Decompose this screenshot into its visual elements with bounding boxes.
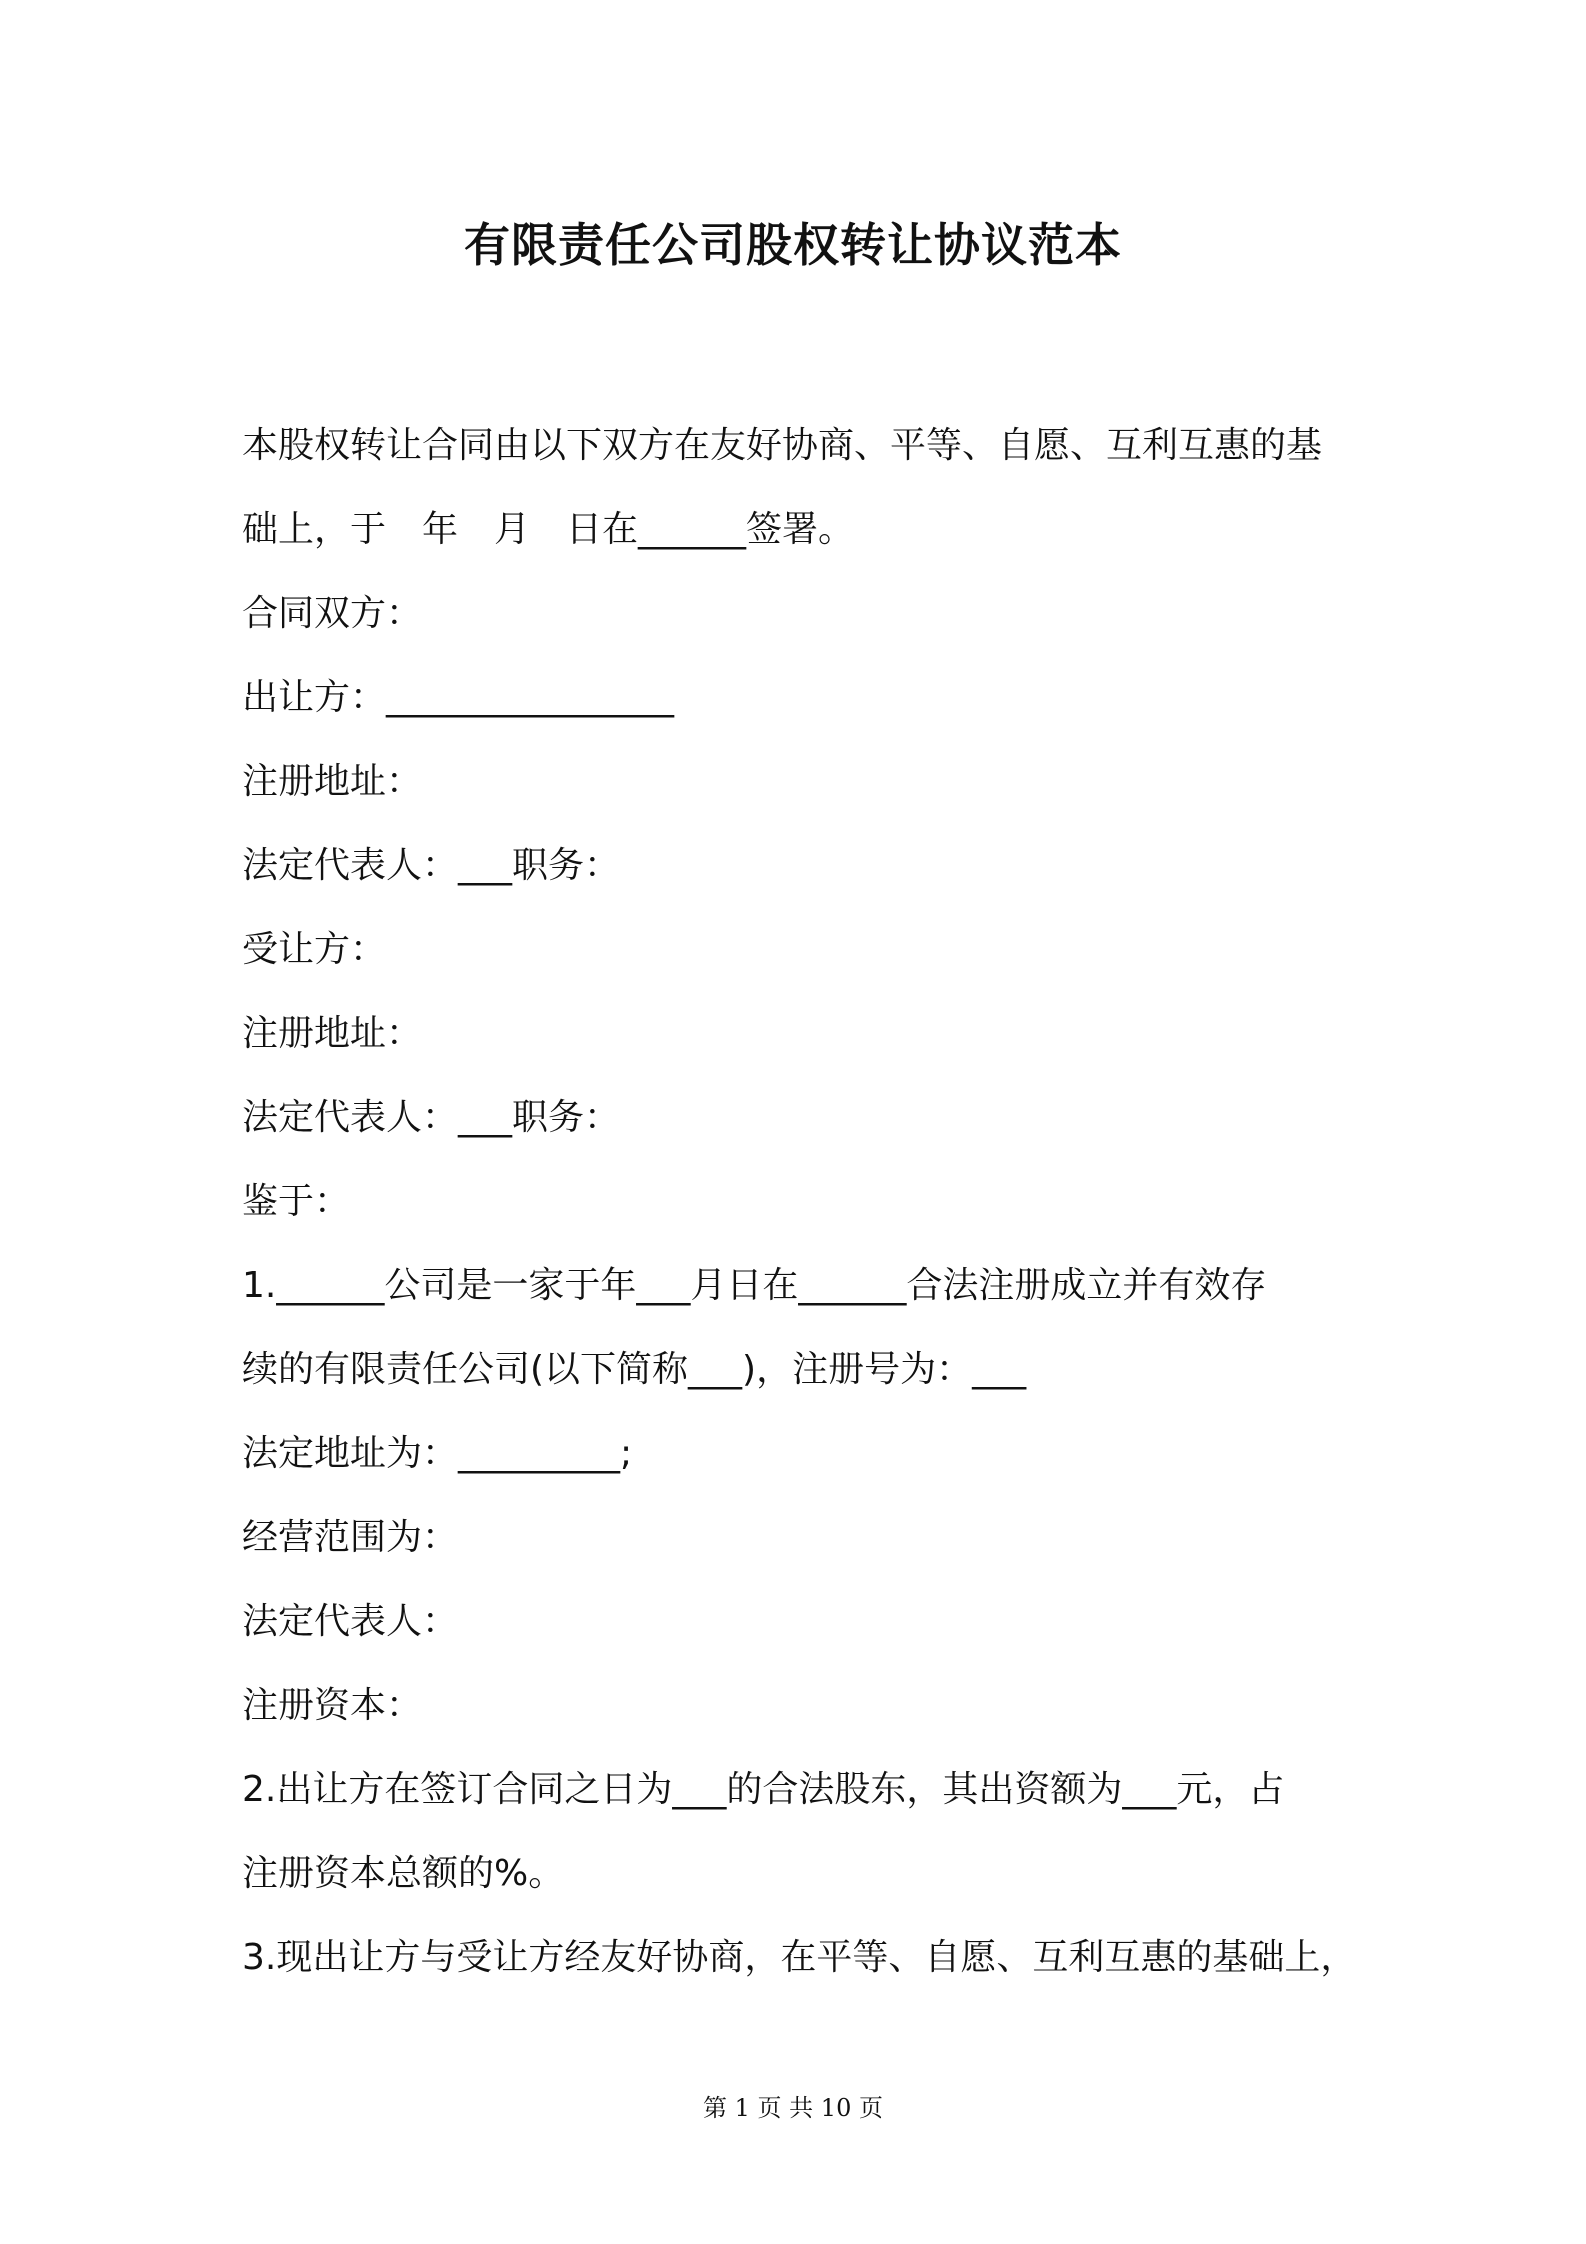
body-line: 受让方： (242, 929, 387, 970)
page-number-footer: 第 1 页 共 10 页 (703, 2094, 883, 2122)
body-line: 3.现出让方与受让方经友好协商，在平等、自愿、互利互惠的基础上， (242, 1937, 1357, 1978)
body-line: 鉴于： (242, 1181, 351, 1222)
body-line: 2.出让方在签订合同之日为___的合法股东，其出资额为___元，占 (242, 1769, 1285, 1810)
body-line: 经营范围为： (242, 1517, 459, 1558)
body-line: 本股权转让合同由以下双方在友好协商、平等、自愿、互利互惠的基 (242, 425, 1323, 466)
body-line: 法定代表人： (242, 1601, 459, 1642)
body-line: 1.______公司是一家于年___月日在______合法注册成立并有效存 (242, 1265, 1267, 1306)
document-body (242, 404, 1362, 2000)
body-line: 注册资本总额的%。 (242, 1853, 565, 1894)
body-line: 注册地址： (242, 761, 423, 802)
body-line: 注册资本： (242, 1685, 423, 1726)
body-line: 法定代表人：___职务： (242, 1097, 621, 1138)
body-line: 合同双方： (242, 593, 423, 634)
body-line: 出让方：________________ (242, 677, 675, 718)
body-line: 续的有限责任公司(以下简称___)，注册号为：___ (242, 1349, 1027, 1390)
body-line: 注册地址： (242, 1013, 423, 1054)
body-line: 法定地址为：_________; (242, 1433, 633, 1474)
document-title: 有限责任公司股权转让协议范本 (464, 218, 1122, 272)
body-line: 础上，于 年 月 日在______签署。 (242, 509, 855, 550)
body-line: 法定代表人：___职务： (242, 845, 621, 886)
